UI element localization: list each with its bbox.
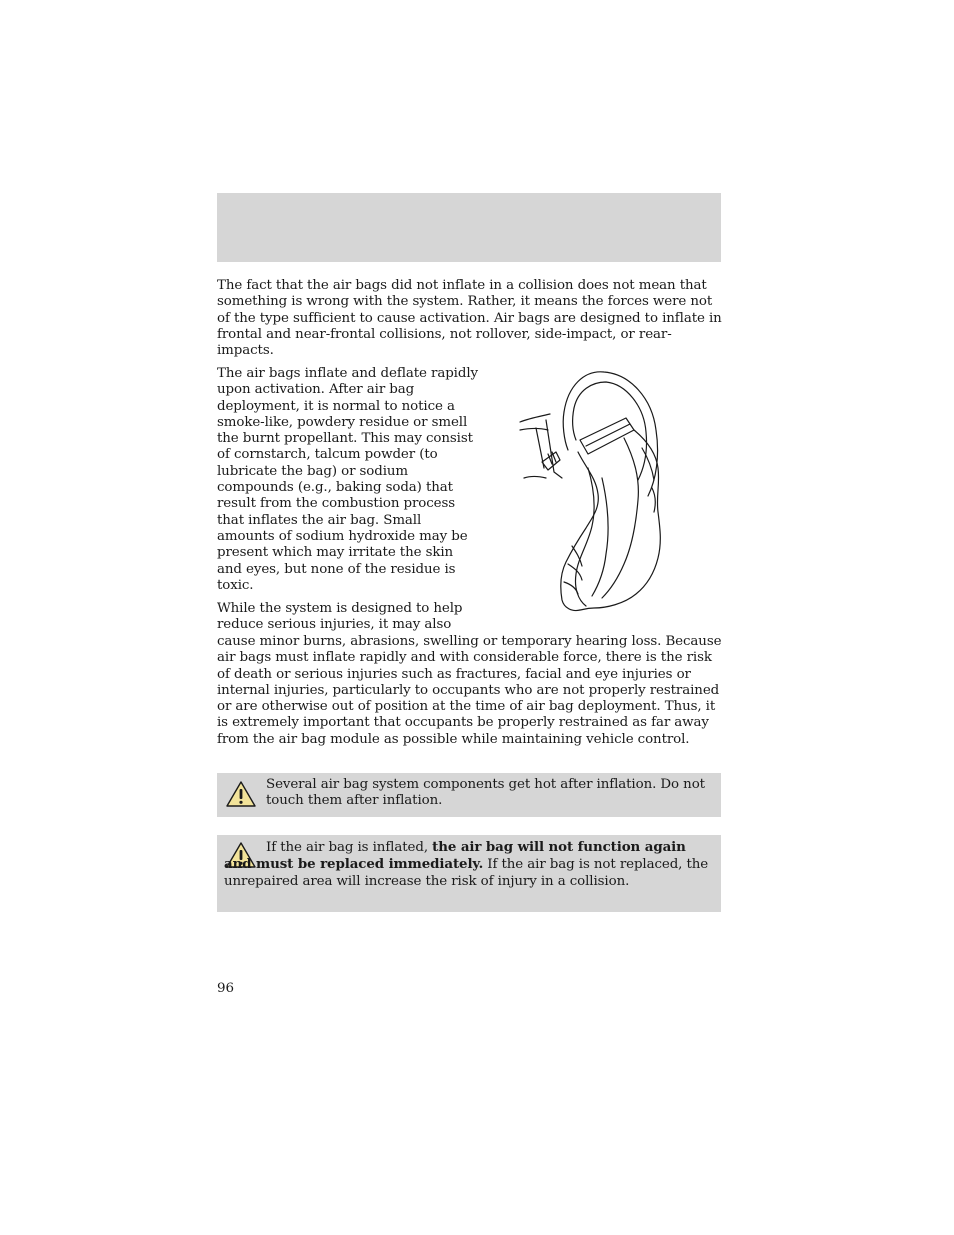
page-number: 96: [217, 981, 235, 996]
warning-box-hot-components: [217, 773, 721, 817]
section-header-band: [217, 193, 721, 262]
warning-text: [224, 839, 716, 890]
warning-box-replace-airbag: [217, 835, 721, 912]
paragraph-residue: The air bags inflate and deflate rapidly upon activation. After air bag deployment, it is normal to notice a smoke-like, powdery residue or smell the burnt propellant. This may consist of cornstarch, talcum powder (to lubricate the bag) or sodium compounds (e.g., baking soda) that result from the combustion process that inflates the air bag. Small amounts of sodium hydroxide may be present which may irritate the skin and eyes, but none of the residue is toxic.: [217, 366, 478, 593]
warning-text: Several air bag system components get hot after inflation. Do not touch them after inflation.: [266, 777, 705, 809]
warning-text-bold: the air bag will not function again and must be replaced immediately.: [224, 839, 686, 873]
paragraph-injuries-start: While the system is designed to help reduce serious injuries, it may also: [217, 601, 463, 633]
deployed-airbag-illustration: [516, 368, 666, 614]
paragraph-no-inflation: The fact that the air bags did not inflate in a collision does not mean that something is wrong with the system. Rather, it means the forces were not of the type sufficient to cause activation. Air bags are designed to inflate in frontal and near-frontal collisions, not rollover, side-impact, or rear-impacts.: [217, 278, 722, 359]
warning-text-start: If the air bag is inflated,: [266, 840, 433, 855]
paragraph-injuries-rest: cause minor burns, abrasions, swelling or temporary hearing loss. Because air bags must inflate rapidly and with considerable force, there is the risk of death or serious injuries such as fractures, facial and eye injuries or internal injuries, particularly to occupants who are not properly restrained or are otherwise out of position at the time of air bag deployment. Thus, it is extremely important that occupants be properly restrained as far away from the air bag module as possible while maintaining vehicle control.: [217, 634, 722, 747]
warning-triangle-icon: [225, 780, 257, 808]
warning-text-end: If the air bag is not replaced, the unrepaired area will increase the risk of injury in a collision.: [224, 857, 709, 889]
